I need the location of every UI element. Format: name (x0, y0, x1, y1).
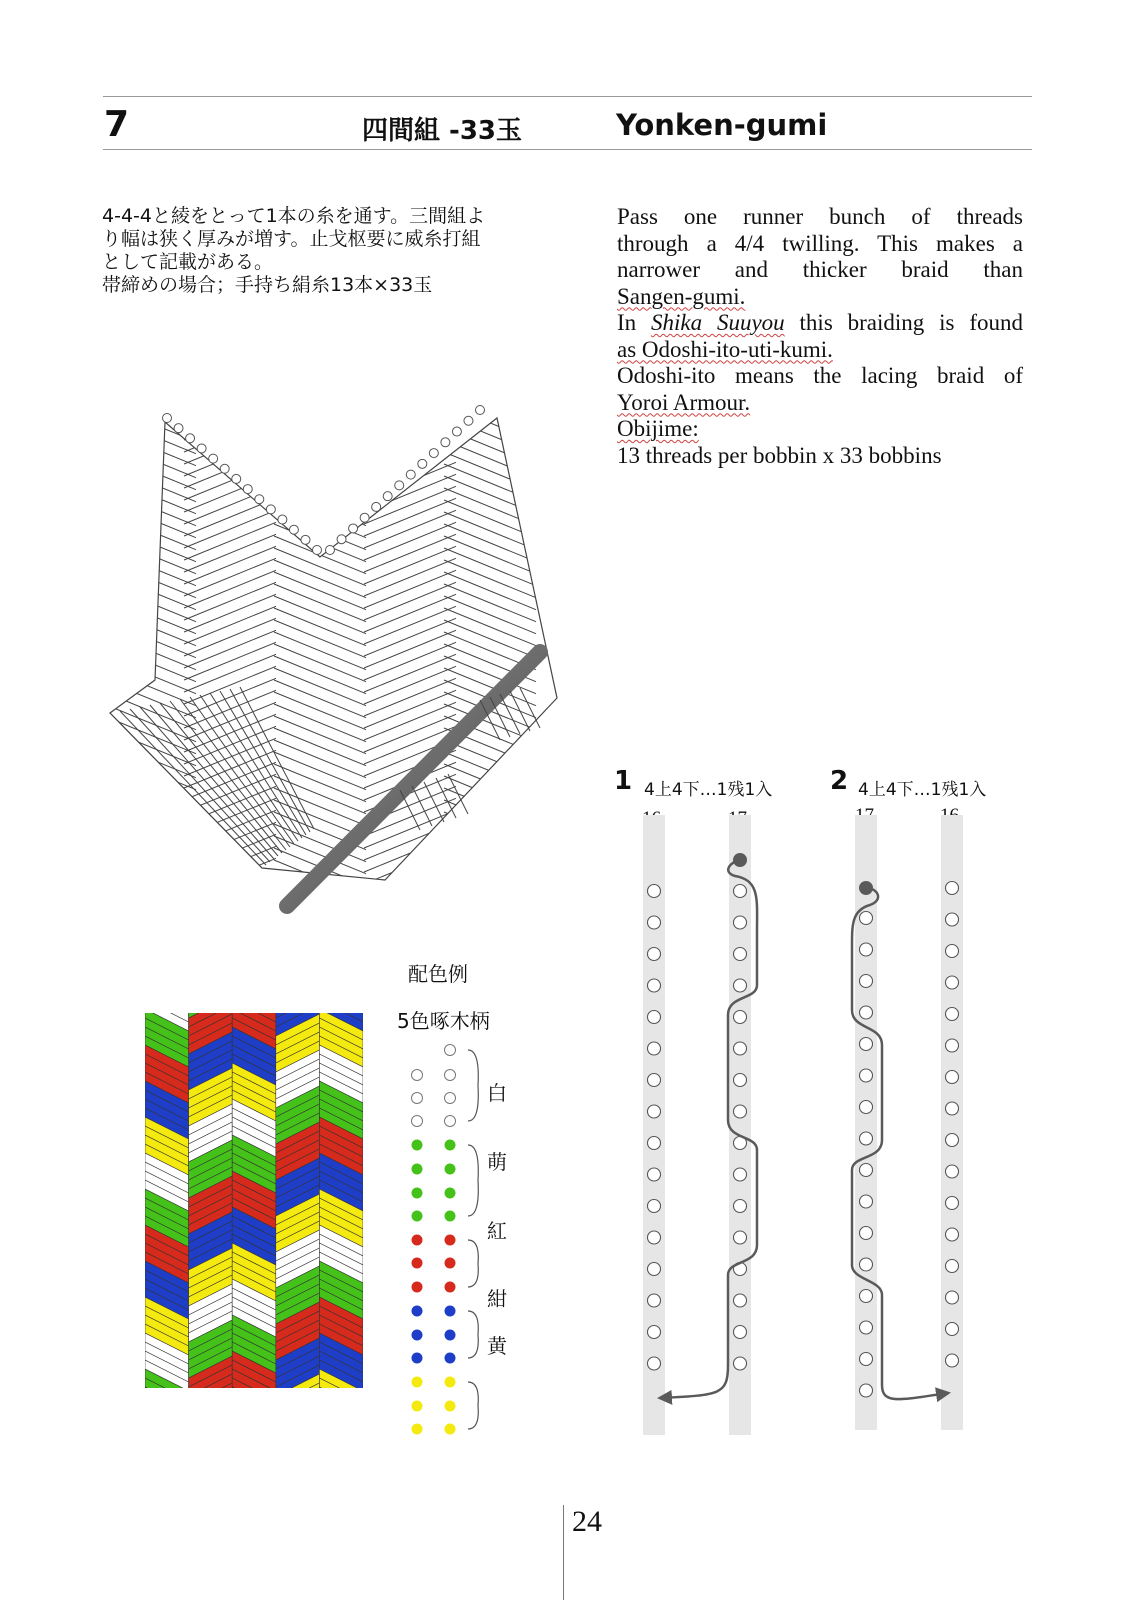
bobbin-position (734, 1042, 747, 1055)
step-2-number: 2 (830, 766, 849, 796)
en-term: Sangen-gumi. (617, 283, 746, 309)
bobbin-position (648, 1357, 661, 1370)
bobbin-position (734, 1168, 747, 1181)
en-text: In (617, 310, 652, 335)
bobbin-position (648, 1011, 661, 1024)
bobbin-position (648, 1231, 661, 1244)
bobbin-position (734, 1326, 747, 1339)
bobbin-position (860, 1353, 873, 1366)
bobbin-position (734, 1105, 747, 1118)
bobbin-position (648, 1042, 661, 1055)
bobbin-position (860, 943, 873, 956)
bobbin-position (860, 1227, 873, 1240)
en-line: Odoshi-ito means the lacing braid of (617, 363, 1023, 388)
en-book-title: Shika Suuyou (651, 310, 785, 335)
title-english: Yonken-gumi (616, 108, 828, 142)
bobbin-position (860, 1164, 873, 1177)
legend-label-navy: 紺 (487, 1287, 507, 1311)
bobbin-position (860, 1290, 873, 1303)
bobbin-position (860, 912, 873, 925)
bobbin-position (946, 1260, 959, 1273)
bobbin-position (648, 885, 661, 898)
bobbin-rail (941, 815, 963, 1430)
bobbin-position (860, 1038, 873, 1051)
color-example-heading: 配色例 (408, 962, 468, 986)
bobbin-position (946, 1039, 959, 1052)
en-line: through a 4/4 twilling. This makes a (617, 230, 1023, 256)
en-term: as Odoshi-ito-uti-kumi. (617, 336, 833, 362)
bobbin-position (734, 1200, 747, 1213)
bobbin-position (734, 1074, 747, 1087)
en-term: Yoroi Armour. (617, 389, 751, 415)
bobbin-position (734, 948, 747, 961)
bobbin-position (860, 975, 873, 988)
bobbin-position (648, 1263, 661, 1276)
bobbin-position (734, 916, 747, 929)
bobbin-position (648, 948, 661, 961)
step-1-label: 4上4下…1残1入 (644, 780, 773, 800)
bobbin-position (946, 1165, 959, 1178)
en-line: Pass one runner bunch of threads (617, 204, 1023, 229)
bobbin-position (860, 1132, 873, 1145)
bobbin-position (734, 1011, 747, 1024)
bobbin-position (860, 1195, 873, 1208)
bobbin-position (860, 1384, 873, 1397)
bobbin-position (860, 1069, 873, 1082)
bobbin-position (946, 1228, 959, 1241)
jp-line: として記載がある。 (102, 251, 274, 273)
bobbin-position (946, 976, 959, 989)
bobbin-position (648, 1137, 661, 1150)
en-term: Obijime: (617, 416, 699, 441)
bobbin-position (648, 1294, 661, 1307)
bobbin-position (648, 1200, 661, 1213)
bobbin-position (648, 1105, 661, 1118)
bobbin-position (946, 882, 959, 895)
en-line: 13 threads per bobbin x 33 bobbins (617, 442, 942, 468)
bobbin-position (734, 1357, 747, 1370)
chapter-number: 7 (104, 104, 130, 145)
bobbin-position (734, 979, 747, 992)
bobbin-position (946, 1291, 959, 1304)
bobbin-position (946, 913, 959, 926)
en-line: narrower and thicker braid than (617, 257, 1023, 282)
bobbin-position (860, 1006, 873, 1019)
bobbin-position (648, 1168, 661, 1181)
bobbin-position (946, 1008, 959, 1021)
step-1-number: 1 (614, 766, 633, 796)
bobbin-position (648, 979, 661, 992)
bobbin-position (648, 916, 661, 929)
bobbin-position (648, 1326, 661, 1339)
legend-label-white: 白 (487, 1081, 507, 1105)
title-japanese: 四間組 -33玉 (362, 116, 523, 146)
page-divider (563, 1505, 564, 1600)
color-pattern-name: 5色啄木柄 (397, 1009, 490, 1033)
bobbin-position (860, 1101, 873, 1114)
en-text: this braiding is found (784, 310, 1023, 335)
bobbin-position (946, 1354, 959, 1367)
bobbin-position (734, 1294, 747, 1307)
bobbin-rail (729, 815, 751, 1435)
legend-label-green: 萌 (487, 1150, 507, 1174)
bobbin-position (946, 1197, 959, 1210)
page-number: 24 (572, 1505, 602, 1538)
step-2-label: 4上4下…1残1入 (858, 780, 987, 800)
bobbin-position (734, 1231, 747, 1244)
bobbin-position (860, 1321, 873, 1334)
bobbin-position (946, 1323, 959, 1336)
jp-line: 帯締めの場合；手持ち絹糸13本×33玉 (102, 274, 433, 296)
bobbin-position (946, 945, 959, 958)
bobbin-position (946, 1134, 959, 1147)
bobbin-position (946, 1102, 959, 1115)
jp-line: 4-4-4と綾をとって1本の糸を通す。三間組よ (102, 205, 486, 227)
bobbin-rail (643, 815, 665, 1435)
legend-label-yellow: 黄 (487, 1334, 507, 1358)
bobbin-position (734, 885, 747, 898)
bobbin-position (648, 1074, 661, 1087)
jp-line: り幅は狭く厚みが増す。止戈枢要に威糸打組 (102, 228, 481, 250)
bobbin-position (860, 1258, 873, 1271)
legend-label-red: 紅 (487, 1219, 507, 1243)
bobbin-position (946, 1071, 959, 1084)
